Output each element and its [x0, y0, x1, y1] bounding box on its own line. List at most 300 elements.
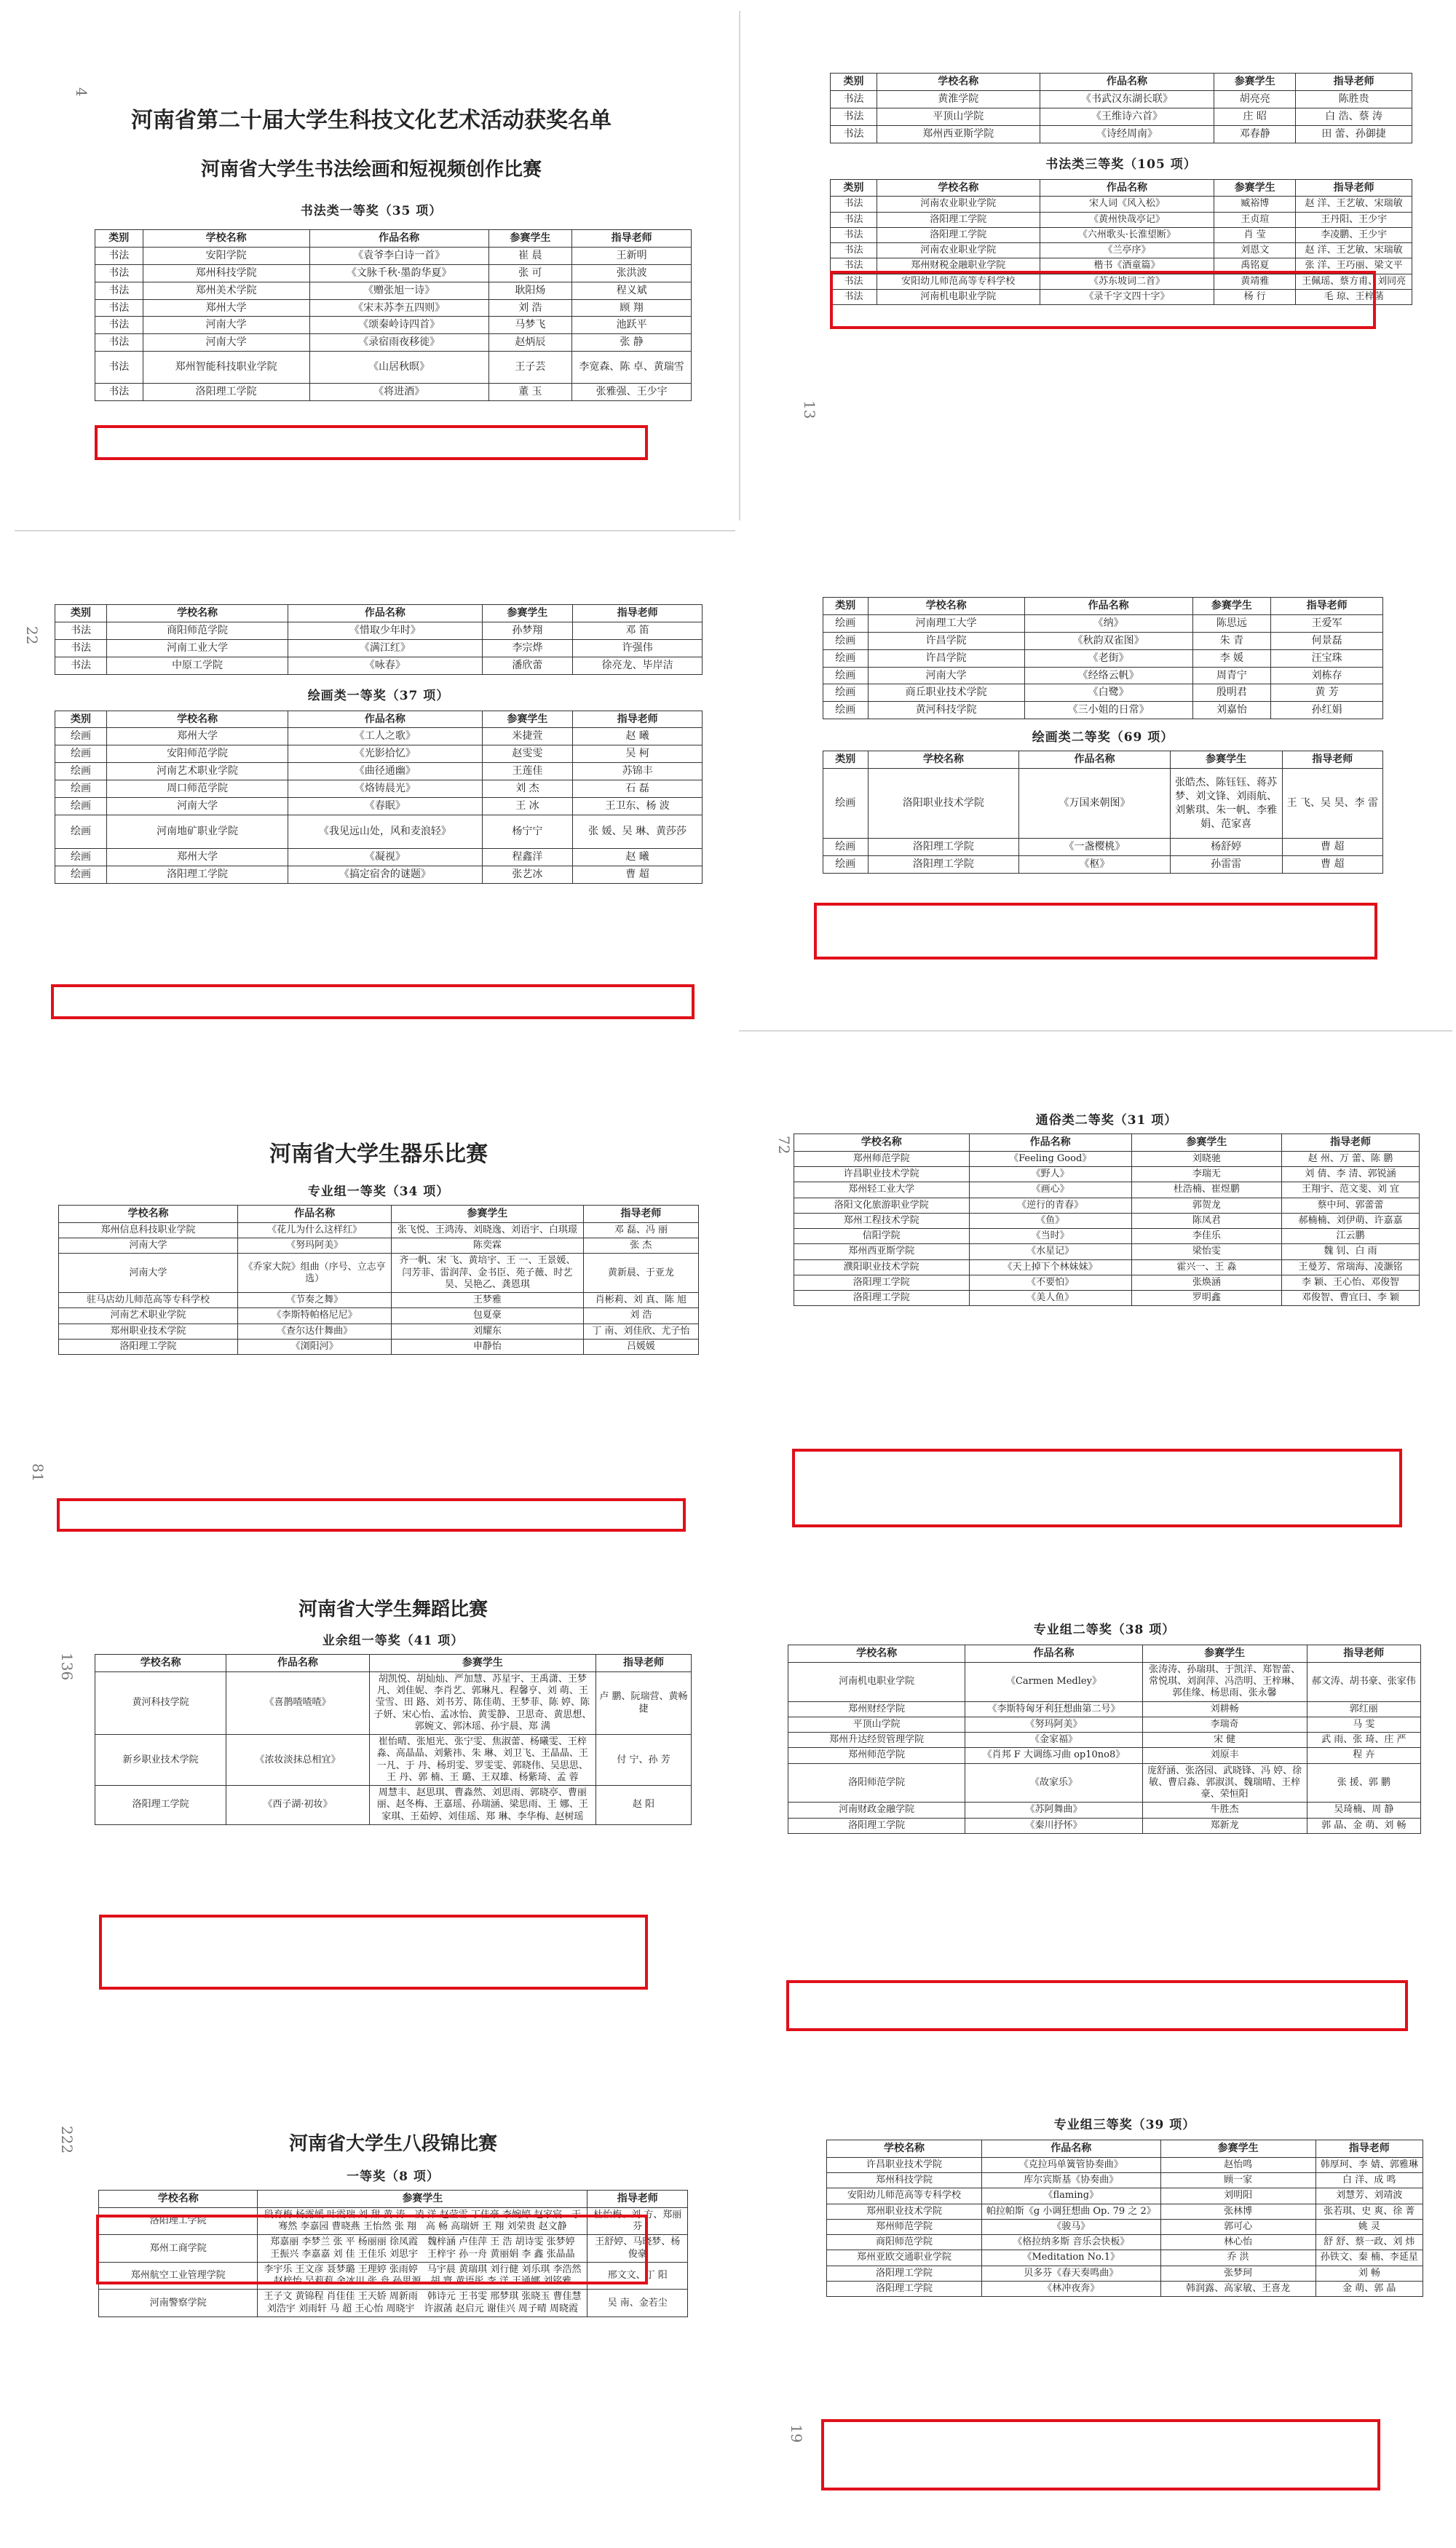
table-cell: 绘画 — [823, 856, 869, 874]
table-cell: 包夏豪 — [392, 1308, 584, 1324]
table-cell: 《苏阿舞曲》 — [965, 1803, 1142, 1818]
column-header: 指导老师 — [573, 711, 703, 728]
table-cell: 河南机电职业学院 — [788, 1662, 965, 1701]
table-cell: 《兰亭序》 — [1040, 243, 1214, 258]
table-cell: 《金家福》 — [965, 1733, 1142, 1748]
table-cell: 汪宝珠 — [1271, 649, 1383, 667]
table-row — [95, 1786, 692, 1825]
column-header: 参赛学生 — [1160, 2140, 1315, 2158]
table-cell: 《乔家大院》组曲（序号、立志亨选） — [238, 1254, 392, 1293]
table-row — [59, 1324, 699, 1339]
table-cell: 郑州工商学院 — [99, 2235, 258, 2263]
table-cell: 黄 芳 — [1271, 684, 1383, 702]
column-header: 指导老师 — [1282, 751, 1382, 769]
column-header: 作品名称 — [1019, 751, 1171, 769]
table-cell: 郑州大学 — [107, 728, 288, 745]
table-cell: 洛阳理工学院 — [877, 212, 1040, 227]
column-header: 参赛学生 — [1214, 179, 1296, 197]
page-number: 222 — [58, 2126, 76, 2154]
table-row — [788, 1803, 1421, 1818]
table-row — [827, 2188, 1423, 2204]
table-cell: 郝文涛、胡书豪、张家伟 — [1307, 1662, 1420, 1701]
table-cell: 河南财政金融学院 — [788, 1803, 965, 1818]
award-table — [830, 73, 1412, 305]
column-header: 参赛学生 — [482, 605, 572, 622]
table-row — [95, 264, 692, 282]
table-cell: 李宽森、陈 卓、黄瑞雪 — [572, 352, 692, 384]
table-cell: 程 卉 — [1307, 1748, 1420, 1763]
table-cell: 王莲佳 — [482, 763, 572, 780]
table-cell: 王梦雅 — [392, 1293, 584, 1308]
table-cell: 邓俊智、曹宜曰、李 颖 — [1282, 1291, 1420, 1306]
table-header-row — [794, 1134, 1420, 1152]
table-cell: 安阳师范学院 — [107, 745, 288, 763]
table-row — [827, 2281, 1423, 2296]
table-cell: 《故家乐》 — [965, 1763, 1142, 1803]
table-cell: 郑州西亚斯学院 — [877, 125, 1040, 143]
table-cell: 许强伟 — [573, 639, 703, 657]
table-cell: 邓 磊、冯 丽 — [583, 1222, 698, 1238]
table-row — [55, 780, 703, 798]
table-cell: 李宇乐 王文彦 聂梦璐 王理婷 张雨婷 马宇晨 黄瑞琪 刘行健 刘乐琪 李浩然 赵梓怡 吴莉莉 余冰川 张 舟 孙思源 胡 寰 黄语彤 李 洋 王通娜 刘铭雅 — [258, 2262, 587, 2290]
table-cell: 《纳》 — [1024, 614, 1192, 632]
table-cell: 段育梅 杨露媛 叶霞瑞 刘 甜 黄 涛 凌 洋 赵莹雪 丁佳豪 李婉婷 赵家宸 于骞然 李嘉园 曹晓燕 王怡然 张 翔 高 畅 高瑞妍 王 翔 刘荣贵 赵文静 — [258, 2207, 587, 2235]
table-row — [95, 334, 692, 352]
table-cell: 孙梦翔 — [482, 622, 572, 639]
table-cell: 《录宿雨夜移徙》 — [309, 334, 488, 352]
table-cell: 姚 灵 — [1315, 2219, 1423, 2234]
table-row — [831, 227, 1412, 242]
table-row — [831, 90, 1412, 108]
table-cell: 王翔宇、范文斐、刘 宜 — [1282, 1182, 1420, 1198]
table-cell: 绘画 — [55, 728, 107, 745]
table-cell: 《李斯特匈牙利狂想曲第二号》 — [965, 1701, 1142, 1717]
table-cell: 《录千字文四十字》 — [1040, 289, 1214, 304]
table-cell: 书法 — [831, 125, 877, 143]
table-row — [831, 125, 1412, 143]
table-cell: 郑嘉丽 李梦兰 张 平 杨丽丽 徐凤霞 魏梓涵 卢佳萍 王 浩 胡诗雯 张梦婷 王振兴 李嘉嘉 刘 佳 王佳乐 刘思宇 王梓宇 孙一舟 黄丽娟 李 鑫 张晶晶 — [258, 2235, 587, 2263]
table-cell: 刘耕畅 — [1142, 1701, 1307, 1717]
table-row — [827, 2204, 1423, 2219]
table-row — [788, 1733, 1421, 1748]
table-cell: 吴琦楠、周 静 — [1307, 1803, 1420, 1818]
table-cell: 书法 — [95, 334, 143, 352]
award-table — [55, 604, 703, 884]
table-row — [831, 197, 1412, 212]
page-number: 13 — [801, 400, 818, 419]
table-cell: 书法 — [95, 352, 143, 384]
section-title: 绘画类一等奖（37 项） — [307, 688, 450, 703]
table-cell: 洛阳理工学院 — [794, 1275, 970, 1290]
table-cell: 洛阳理工学院 — [59, 1339, 238, 1354]
column-header: 类别 — [55, 605, 107, 622]
table-cell: 池跃平 — [572, 317, 692, 334]
table-cell: 林心怡 — [1160, 2235, 1315, 2250]
table-cell: 《节奏之舞》 — [238, 1293, 392, 1308]
table-cell: 许昌职业技术学院 — [827, 2157, 982, 2172]
table-cell: 周口师范学院 — [107, 780, 288, 798]
table-row — [788, 1662, 1421, 1701]
section-title: 书法类三等奖（105 项） — [1045, 157, 1197, 172]
table-cell: 《查尔达什舞曲》 — [238, 1324, 392, 1339]
table-cell: 《春眠》 — [288, 798, 483, 815]
table-cell: 《喜鹊喳喳喳》 — [226, 1671, 370, 1734]
table-cell: 孙雷雷 — [1170, 856, 1282, 874]
table-cell: 潘欣蕾 — [482, 657, 572, 674]
table-cell: 《书武汉东湖长联》 — [1040, 90, 1214, 108]
table-cell: 洛阳理工学院 — [788, 1818, 965, 1833]
table-cell: 新乡职业技术学院 — [95, 1735, 226, 1786]
page-panel-pop-second — [772, 1099, 1434, 1551]
table-cell: 王曼芳、常瑞海、凌灏铭 — [1282, 1259, 1420, 1275]
table-cell: 刘明阳 — [1160, 2188, 1315, 2204]
table-cell: 郑州财税金融职业学院 — [877, 258, 1040, 274]
table-cell: 赵雯雯 — [482, 745, 572, 763]
table-cell: 绘画 — [823, 632, 869, 649]
table-header-row — [55, 711, 703, 728]
table-cell: 《黄州快哉亭记》 — [1040, 212, 1214, 227]
table-header-row — [59, 1206, 699, 1223]
award-table — [95, 229, 692, 401]
table-cell: 书法 — [831, 274, 877, 289]
table-cell: 陈凤君 — [1131, 1213, 1281, 1228]
table-cell: 周青宁 — [1192, 667, 1271, 684]
table-cell: 《画心》 — [969, 1182, 1131, 1198]
column-header: 参赛学生 — [392, 1206, 584, 1223]
table-cell: 吴 南、金若尘 — [587, 2290, 688, 2317]
page-panel-professional-second — [772, 1609, 1434, 2046]
table-cell: 邓 笛 — [573, 622, 703, 639]
table-cell: 霍兴一、王 淼 — [1131, 1259, 1281, 1275]
table-cell: 刘 浩 — [488, 299, 572, 317]
table-cell: 张 洋、王巧丽、梁文平 — [1296, 258, 1412, 274]
table-row — [95, 1671, 692, 1734]
table-row — [59, 1238, 699, 1254]
award-table — [58, 1205, 699, 1355]
table-row — [788, 1748, 1421, 1763]
table-cell: 罗明鑫 — [1131, 1291, 1281, 1306]
table-cell: 《flaming》 — [981, 2188, 1160, 2204]
table-cell: 杜浩楠、崔煜鹏 — [1131, 1182, 1281, 1198]
table-cell: 刘 畅 — [1315, 2266, 1423, 2281]
table-cell: 郑州西亚斯学院 — [794, 1244, 970, 1259]
table-cell: 张若琪、史 爽、徐 菁 — [1315, 2204, 1423, 2219]
table-cell: 《搞定宿舍的谜题》 — [288, 866, 483, 883]
table-cell: 程义斌 — [572, 282, 692, 299]
table-cell: 郑州科技学院 — [827, 2173, 982, 2188]
table-cell: 书法 — [95, 282, 143, 299]
table-cell: 何景磊 — [1271, 632, 1383, 649]
table-cell: 书法 — [831, 243, 877, 258]
table-cell: 《李斯特帕格尼尼》 — [238, 1308, 392, 1324]
page-number: 81 — [29, 1463, 47, 1482]
table-cell: 米捷萱 — [482, 728, 572, 745]
table-cell: 苏锦丰 — [573, 763, 703, 780]
table-cell: 郑州师范学院 — [788, 1748, 965, 1763]
table-cell: 杜怡梅、刘 方、郑丽芬 — [587, 2207, 688, 2235]
table-cell: 郑州财经学院 — [788, 1701, 965, 1717]
table-cell: 《满江红》 — [288, 639, 483, 657]
table-cell: 郭贺龙 — [1131, 1198, 1281, 1213]
table-row — [55, 622, 703, 639]
section-title: 绘画类二等奖（69 项） — [1032, 730, 1174, 745]
table-cell: 王舒婷、马晓梦、杨俊豪 — [587, 2235, 688, 2263]
table-cell: 赵 洋、王艺敏、宋瑞敏 — [1296, 197, 1412, 212]
table-cell: 《诗经周南》 — [1040, 125, 1214, 143]
table-cell: 书法 — [55, 622, 107, 639]
table-row — [794, 1182, 1420, 1198]
table-cell: 河南大学 — [107, 798, 288, 815]
table-cell: 河南大学 — [143, 334, 309, 352]
competition-title: 河南省大学生八段锦比赛 — [288, 2133, 497, 2155]
table-cell: 《林冲夜奔》 — [981, 2281, 1160, 2296]
table-cell: 郑州智能科技职业学院 — [143, 352, 309, 384]
table-cell: 《万国来朝图》 — [1019, 769, 1171, 839]
table-cell: 赵怡鸣 — [1160, 2157, 1315, 2172]
table-cell: 贝多芬《春天奏鸣曲》 — [981, 2266, 1160, 2281]
table-cell: 石 磊 — [573, 780, 703, 798]
table-cell: 书法 — [95, 384, 143, 401]
table-cell: 《宋末苏李五四则》 — [309, 299, 488, 317]
table-cell: 书法 — [55, 657, 107, 674]
column-header: 指导老师 — [1307, 1645, 1420, 1663]
page-panel-painting-second — [808, 582, 1427, 990]
table-cell: 平顶山学院 — [877, 108, 1040, 125]
table-row — [59, 1222, 699, 1238]
table-cell: 王新明 — [572, 247, 692, 264]
table-row — [794, 1244, 1420, 1259]
table-cell: 付 宁、孙 芳 — [596, 1735, 691, 1786]
table-cell: 《肖邦 F 大调练习曲 op10no8》 — [965, 1748, 1142, 1763]
table-cell: 宋 健 — [1142, 1733, 1307, 1748]
table-row — [831, 289, 1412, 304]
table-cell: 曹 超 — [573, 866, 703, 883]
table-cell: 《烙铸晨光》 — [288, 780, 483, 798]
column-header: 学校名称 — [794, 1134, 970, 1152]
table-cell: 驻马店幼儿师范高等专科学校 — [59, 1293, 238, 1308]
column-header: 指导老师 — [1282, 1134, 1420, 1152]
page-panel-calligraphy-third — [786, 58, 1427, 466]
table-cell: 郑州工程技术学院 — [794, 1213, 970, 1228]
table-cell: 李瑞奇 — [1142, 1717, 1307, 1732]
table-header-row — [831, 179, 1412, 197]
table-cell: 崔 晨 — [488, 247, 572, 264]
table-cell: 魏 钊、白 雨 — [1282, 1244, 1420, 1259]
table-cell: 《白鹭》 — [1024, 684, 1192, 702]
column-header: 作品名称 — [238, 1206, 392, 1223]
table-row — [99, 2290, 688, 2317]
table-row — [55, 798, 703, 815]
table-cell: 张梦珂 — [1160, 2266, 1315, 2281]
column-header: 学校名称 — [95, 1655, 226, 1672]
column-header: 学校名称 — [877, 179, 1040, 197]
column-header: 学校名称 — [788, 1645, 965, 1663]
page-panel-painting-first — [15, 590, 713, 1026]
table-header-row — [823, 598, 1383, 615]
table-cell: 《三小姐的日常》 — [1024, 702, 1192, 719]
table-cell: 耿阳炀 — [488, 282, 572, 299]
table-row — [827, 2235, 1423, 2250]
table-cell: 顾 翔 — [572, 299, 692, 317]
table-cell: 《凝视》 — [288, 848, 483, 866]
table-cell: 赵 阳 — [596, 1786, 691, 1825]
table-cell: 郑州师范学院 — [794, 1151, 970, 1166]
table-cell: 江云鹏 — [1282, 1229, 1420, 1244]
table-row — [55, 866, 703, 883]
column-header: 作品名称 — [981, 2140, 1160, 2158]
table-cell: 王爱军 — [1271, 614, 1383, 632]
table-cell: 张林博 — [1160, 2204, 1315, 2219]
table-cell: 张 杰 — [583, 1238, 698, 1254]
table-cell: 武 雨、张 琦、庄 严 — [1307, 1733, 1420, 1748]
table-row — [827, 2250, 1423, 2266]
table-cell: 曹 超 — [1282, 856, 1382, 874]
table-cell: 洛阳理工学院 — [877, 227, 1040, 242]
table-row — [794, 1198, 1420, 1213]
table-cell: 张 媛、吴 琳、黄莎莎 — [573, 815, 703, 848]
table-cell: 禹铭夏 — [1214, 258, 1296, 274]
table-row — [823, 856, 1383, 874]
column-header: 学校名称 — [99, 2191, 258, 2208]
table-cell: 《袁爷李白诗一首》 — [309, 247, 488, 264]
table-cell: 书法 — [831, 258, 877, 274]
table-cell: 书法 — [831, 289, 877, 304]
table-row — [823, 839, 1383, 856]
table-cell: 郑州信息科技职业学院 — [59, 1222, 238, 1238]
table-cell: 杨 行 — [1214, 289, 1296, 304]
table-row — [95, 384, 692, 401]
column-header: 类别 — [831, 74, 877, 91]
table-row — [59, 1254, 699, 1293]
table-header-row — [827, 2140, 1423, 2158]
table-cell: 蔡中珂、郭蕾蕾 — [1282, 1198, 1420, 1213]
table-cell: 赵 曦 — [573, 728, 703, 745]
award-table — [98, 2190, 688, 2317]
table-cell: 李凌鹏、王少宇 — [1296, 227, 1412, 242]
table-cell: 郑州轻工业大学 — [794, 1182, 970, 1198]
table-cell: 洛阳理工学院 — [143, 384, 309, 401]
table-cell: 郑州大学 — [107, 848, 288, 866]
table-row — [831, 243, 1412, 258]
table-cell: 王卫东、杨 波 — [573, 798, 703, 815]
page-panel-dance-first — [44, 1580, 699, 2002]
table-cell: 李 颖、王心怡、邓俊智 — [1282, 1275, 1420, 1290]
table-row — [823, 769, 1383, 839]
table-row — [794, 1213, 1420, 1228]
column-header: 参赛学生 — [1142, 1645, 1307, 1663]
table-row — [55, 728, 703, 745]
table-cell: 马 雯 — [1307, 1717, 1420, 1732]
column-header: 指导老师 — [573, 605, 703, 622]
table-cell: 安阳学院 — [143, 247, 309, 264]
table-row — [831, 274, 1412, 289]
table-cell: 商阳师范学院 — [827, 2235, 982, 2250]
table-row — [794, 1167, 1420, 1182]
table-cell: 《骏马》 — [981, 2219, 1160, 2234]
table-cell: 《逆行的青春》 — [969, 1198, 1131, 1213]
table-cell: 《Meditation No.1》 — [981, 2250, 1160, 2266]
table-cell: 郑州科技学院 — [143, 264, 309, 282]
separator — [739, 1030, 1452, 1032]
table-cell: 河南农业职业学院 — [877, 243, 1040, 258]
table-cell: 洛阳理工学院 — [95, 1786, 226, 1825]
table-cell: 董 玉 — [488, 384, 572, 401]
column-header: 指导老师 — [583, 1206, 698, 1223]
table-cell: 郝楠楠、刘伊萌、许嘉嘉 — [1282, 1213, 1420, 1228]
table-cell: 《浏阳河》 — [238, 1339, 392, 1354]
column-header: 参赛学生 — [1214, 74, 1296, 91]
table-cell: 《努玛阿美》 — [965, 1717, 1142, 1732]
table-cell: 河南大学 — [143, 317, 309, 334]
table-cell: 《曲径通幽》 — [288, 763, 483, 780]
table-cell: 黄河科技学院 — [95, 1671, 226, 1734]
competition-title: 河南省大学生器乐比赛 — [269, 1142, 488, 1167]
column-header: 参赛学生 — [369, 1655, 596, 1672]
table-row — [823, 632, 1383, 649]
table-cell: 河南理工大学 — [868, 614, 1024, 632]
table-cell: 刘嘉怡 — [1192, 702, 1271, 719]
table-cell: 毛 琼、王梓菡 — [1296, 289, 1412, 304]
table-cell: 孙铁文、秦 楠、李延星 — [1315, 2250, 1423, 2266]
table-cell: 洛阳理工学院 — [868, 856, 1019, 874]
table-cell: 帕拉帕斯《g 小调狂想曲 Op. 79 之 2》 — [981, 2204, 1160, 2219]
table-row — [794, 1291, 1420, 1306]
table-cell: 绘画 — [55, 763, 107, 780]
table-cell: 白 洋、成 鸣 — [1315, 2173, 1423, 2188]
table-cell: 许昌学院 — [868, 649, 1024, 667]
table-cell: 《山居秋暝》 — [309, 352, 488, 384]
table-cell: 《一盏樱桃》 — [1019, 839, 1171, 856]
table-cell: 《光影拾忆》 — [288, 745, 483, 763]
table-cell: 许昌职业技术学院 — [794, 1167, 970, 1182]
table-cell: 绘画 — [55, 866, 107, 883]
table-cell: 王贞瑄 — [1214, 212, 1296, 227]
table-cell: 《格拉纳多斯 音乐会快板》 — [981, 2235, 1160, 2250]
table-cell: 郑州职业技术学院 — [59, 1324, 238, 1339]
separator — [15, 530, 735, 531]
table-cell: 田 蕾、孙御捷 — [1296, 125, 1412, 143]
table-cell: 黄河科技学院 — [868, 702, 1024, 719]
table-cell: 邢文文、丁 阳 — [587, 2262, 688, 2290]
table-cell: 刘晓驰 — [1131, 1151, 1281, 1166]
column-header: 作品名称 — [969, 1134, 1131, 1152]
table-cell: 《Carmen Medley》 — [965, 1662, 1142, 1701]
competition-title: 河南省大学生舞蹈比赛 — [298, 1599, 488, 1621]
table-row — [59, 1339, 699, 1354]
table-cell: 《水星记》 — [969, 1244, 1131, 1259]
table-row — [823, 684, 1383, 702]
table-cell: 《花儿为什么这样红》 — [238, 1222, 392, 1238]
table-cell: 韩润露、高家敏、王喜龙 — [1160, 2281, 1315, 2296]
column-header: 类别 — [55, 711, 107, 728]
table-cell: 中原工学院 — [107, 657, 288, 674]
table-cell: 刘栋存 — [1271, 667, 1383, 684]
table-cell: 孙红娟 — [1271, 702, 1383, 719]
column-header: 学校名称 — [877, 74, 1040, 91]
table-row — [55, 657, 703, 674]
table-cell: 《秋韵双雀图》 — [1024, 632, 1192, 649]
table-cell: 绘画 — [823, 702, 869, 719]
column-header: 作品名称 — [1024, 598, 1192, 615]
page-panel-calligraphy-first — [51, 44, 692, 480]
award-table — [788, 1645, 1421, 1834]
table-cell: 郑新龙 — [1142, 1818, 1307, 1833]
column-header: 作品名称 — [309, 230, 488, 248]
table-row — [794, 1229, 1420, 1244]
column-header: 参赛学生 — [482, 711, 572, 728]
section-title: 一等奖（8 项） — [347, 2169, 440, 2184]
table-cell: 丁 南、刘佳欣、尤子怡 — [583, 1324, 698, 1339]
